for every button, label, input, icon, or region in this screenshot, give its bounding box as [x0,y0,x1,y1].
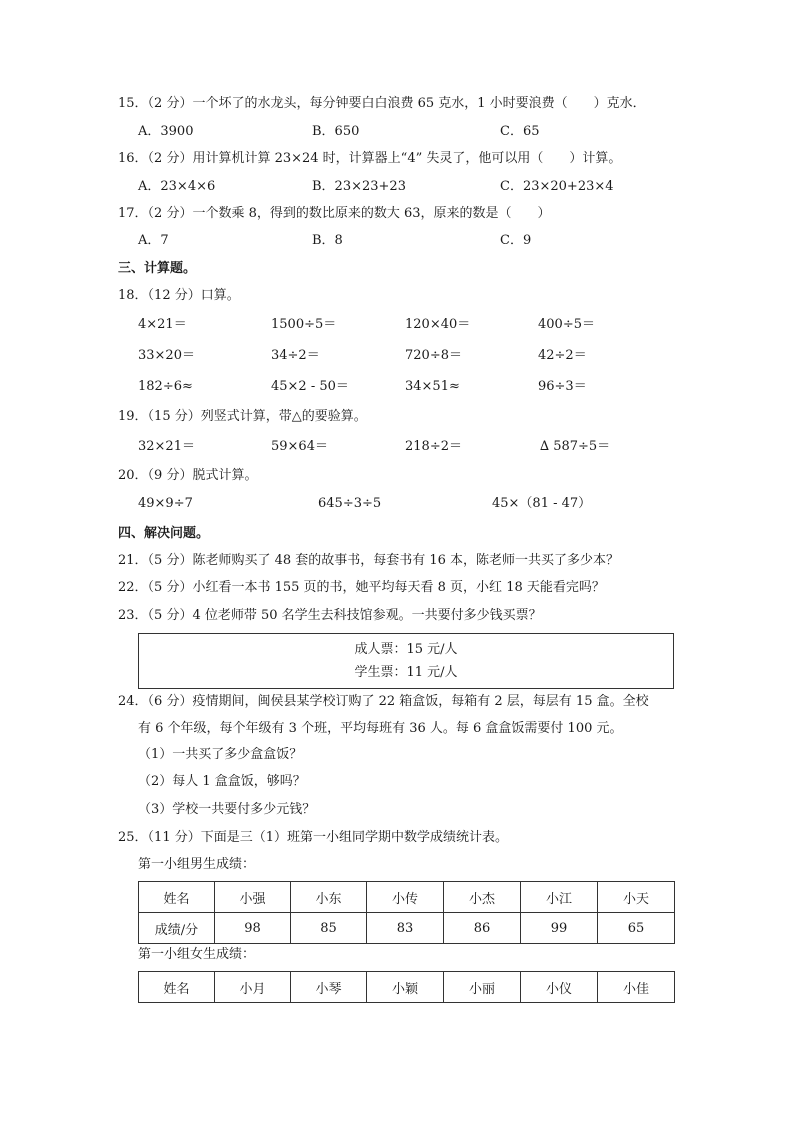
oral-calc-item: 42÷2＝ [538,348,587,363]
oral-calc-item: 720÷8＝ [405,348,462,363]
q16-option-b: B．23×23+23 [312,179,406,194]
oral-calc-item: 34÷2＝ [271,348,320,363]
boys-table-caption: 第一小组男生成绩： [138,857,256,872]
vertical-calc-item: 218÷2＝ [405,439,462,454]
student-ticket-price: 学生票：11 元/人 [354,665,458,680]
oral-calc-item: 34×51≈ [405,379,460,394]
q17-option-c: C．9 [500,233,532,248]
adult-ticket-price: 成人票：15 元/人 [354,642,458,657]
question-24-sub-3: （3）学校一共要付多少元钱？ [138,802,316,817]
table-cell: 98 [215,913,291,944]
question-15: 15．（2 分）一个坏了的水龙头，每分钟要白白浪费 65 克水，1 小时要浪费（ ）克水． [118,96,646,111]
table-row [139,913,675,944]
step-calc-item: 49×9÷7 [138,496,193,511]
vertical-calc-item: ∆ 587÷5＝ [540,439,611,454]
question-21: 21．（5 分）陈老师购买了 48 套的故事书，每套书有 16 本，陈老师一共买了多少本？ [118,553,620,568]
question-23: 23．（5 分）4 位老师带 50 名学生去科技馆参观。一共要付多少钱买票？ [118,608,542,623]
girls-table-caption: 第一小组女生成绩： [138,947,256,962]
q15-option-a: A．3900 [138,124,194,139]
question-20: 20．（9 分）脱式计算。 [118,468,258,483]
oral-calc-item: 96÷3＝ [538,379,587,394]
question-22: 22．（5 分）小红看一本书 155 页的书，她平均每天看 8 页，小红 18 天能看完吗？ [118,580,605,595]
table-cell: 99 [521,913,598,944]
question-24-line-1: 24．（6 分）疫情期间，闽侯县某学校订购了 22 箱盒饭，每箱有 2 层，每层有 15 盒。全校 [118,694,649,709]
question-24-line-2: 有 6 个年级，每个年级有 3 个班，平均每班有 36 人。每 6 盒盒饭需要付 100 元。 [138,721,623,736]
question-19: 19．（15 分）列竖式计算，带△的要验算。 [118,409,367,424]
question-16: 16．（2 分）用计算机计算 23×24 时，计算器上“4” 失灵了，他可以用（ ）计算。 [118,151,622,166]
boys-score-table [138,881,675,944]
ticket-price-box [138,633,674,689]
table-cell: 83 [367,913,444,944]
q17-option-a: A．7 [138,233,169,248]
table-cell: 成绩/分 [139,913,215,944]
oral-calc-item: 182÷6≈ [138,379,193,394]
table-header-cell: 小颖 [367,972,444,1003]
q16-option-a: A．23×4×6 [138,179,216,194]
oral-calc-item: 120×40＝ [405,317,471,332]
table-header-cell: 小仪 [521,972,598,1003]
table-header-cell: 小天 [598,882,675,913]
table-header-cell: 小东 [291,882,367,913]
table-header-cell: 小杰 [444,882,521,913]
table-row [139,972,675,1003]
question-25: 25．（11 分）下面是三（1）班第一小组同学期中数学成绩统计表。 [118,830,508,845]
oral-calc-item: 4×21＝ [138,317,187,332]
table-header-cell: 姓名 [139,972,215,1003]
oral-calc-item: 45×2 - 50＝ [271,379,349,394]
step-calc-item: 45×（81 - 47） [492,496,592,511]
table-header-cell: 小琴 [291,972,367,1003]
oral-calc-item: 1500÷5＝ [271,317,337,332]
vertical-calc-item: 59×64＝ [271,439,328,454]
question-24-sub-2: （2）每人 1 盒盒饭，够吗？ [138,774,306,789]
q16-option-c: C．23×20+23×4 [500,179,614,194]
q17-option-b: B．8 [312,233,343,248]
section-heading-calculation: 三、计算题。 [118,261,197,276]
table-header-cell: 小江 [521,882,598,913]
table-header-cell: 小佳 [598,972,675,1003]
vertical-calc-item: 32×21＝ [138,439,195,454]
oral-calc-item: 33×20＝ [138,348,195,363]
question-17: 17．（2 分）一个数乘 8，得到的数比原来的数大 63，原来的数是（ ） [118,206,551,221]
q15-option-b: B．650 [312,124,360,139]
question-24-sub-1: （1）一共买了多少盒盒饭？ [138,747,303,762]
q15-option-c: C．65 [500,124,540,139]
table-row [139,882,675,913]
question-18: 18．（12 分）口算。 [118,288,240,303]
girls-score-table [138,971,675,1003]
oral-calc-item: 400÷5＝ [538,317,595,332]
table-cell: 85 [291,913,367,944]
step-calc-item: 645÷3÷5 [318,496,382,511]
table-header-cell: 小丽 [444,972,521,1003]
table-header-cell: 姓名 [139,882,215,913]
table-cell: 65 [598,913,675,944]
table-cell: 86 [444,913,521,944]
table-header-cell: 小传 [367,882,444,913]
section-heading-word-problems: 四、解决问题。 [118,526,210,541]
table-header-cell: 小强 [215,882,291,913]
table-header-cell: 小月 [215,972,291,1003]
